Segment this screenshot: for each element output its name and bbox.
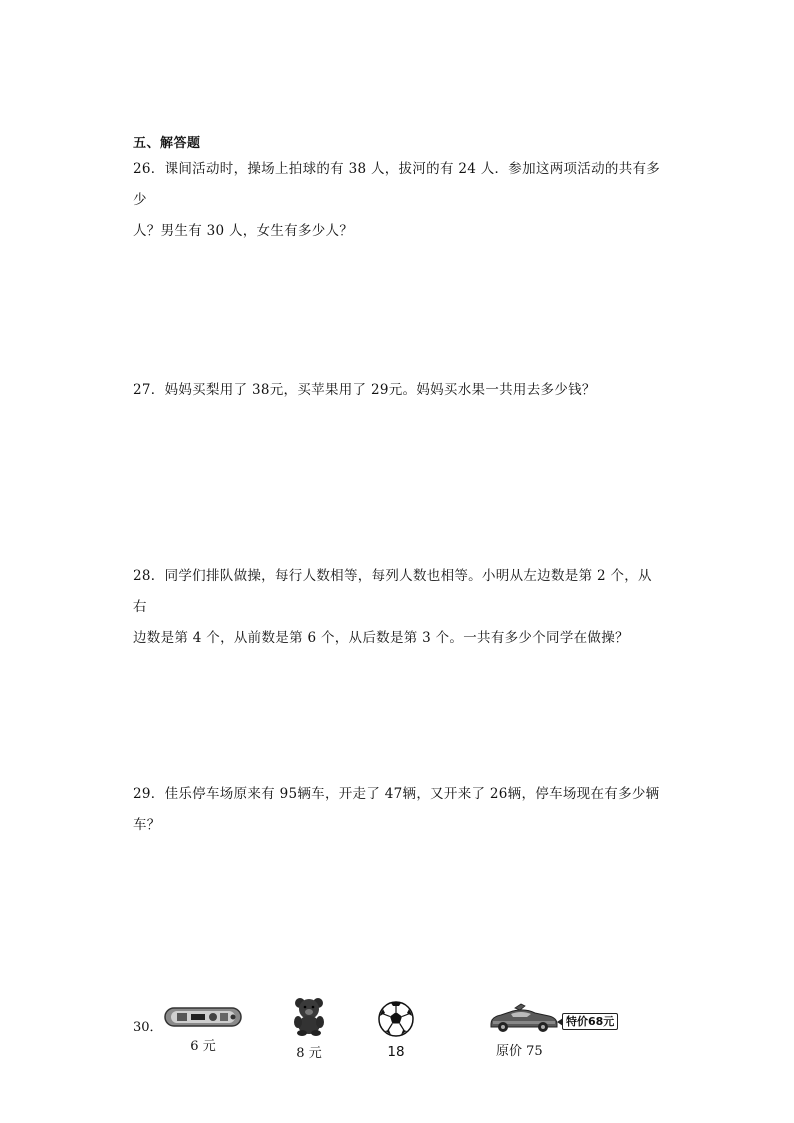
- question-line: 29．佳乐停车场原来有 95辆车，开走了 47辆，又开来了 26辆，停车场现在有多少辆: [133, 786, 660, 802]
- price-label: 6 元: [190, 1039, 216, 1054]
- price-label: 原价 75: [496, 1044, 543, 1059]
- toy-car-icon: [487, 1002, 559, 1034]
- question-line: 人？男生有 30 人，女生有多少人？: [133, 223, 354, 239]
- question-line: 28．同学们排队做操，每行人数相等，每列人数也相等。小明从左边数是第 2 个，从右: [133, 568, 652, 615]
- question-27: [133, 375, 663, 406]
- soccer-ball-icon: [377, 1000, 415, 1038]
- question-29: [133, 779, 663, 841]
- section-title: 五、解答题: [133, 136, 201, 151]
- item-soccer-ball: [375, 1000, 417, 1060]
- question-line: 27．妈妈买梨用了 38元，买苹果用了 29元。妈妈买水果一共用去多少钱？: [133, 382, 596, 398]
- item-teddy-bear: [288, 996, 330, 1061]
- teddy-bear-icon: [289, 996, 329, 1036]
- price-label: 8 元: [296, 1046, 322, 1061]
- question-line: 边数是第 4 个，从前数是第 6 个，从后数是第 3 个。一共有多少个同学在做操？: [133, 630, 629, 646]
- question-30-number: 30．: [133, 1020, 163, 1035]
- price-label: 18: [387, 1044, 405, 1060]
- item-pencil-case: [162, 1005, 244, 1054]
- pencil-case-icon: [163, 1005, 243, 1029]
- sale-price-tag: 特价68元: [562, 1013, 618, 1030]
- question-28: [133, 561, 663, 654]
- question-line: 车？: [133, 817, 161, 833]
- question-26: [133, 154, 663, 247]
- item-toy-car: [480, 1002, 566, 1059]
- question-line: 26．课间活动时，操场上拍球的有 38 人，拔河的有 24 人．参加这两项活动的共有多少: [133, 161, 661, 208]
